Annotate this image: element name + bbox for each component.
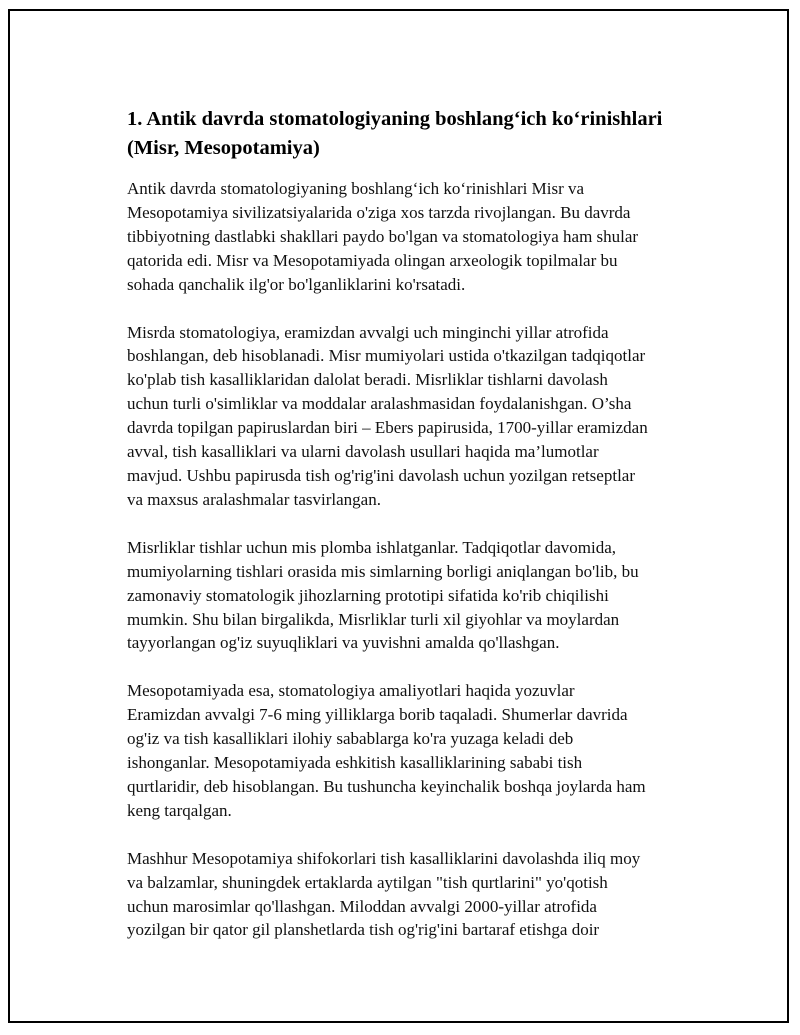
text-line: avval, tish kasalliklari va ularni davolash usullari haqida ma’lumotlar <box>127 442 599 462</box>
text-line: uchun marosimlar qo'llashgan. Miloddan avvalgi 2000-yillar atrofida <box>127 896 597 916</box>
text-line: Mesopotamiyada esa, stomatologiya amaliyotlari haqida yozuvlar <box>127 681 575 701</box>
text-line: mavjud. Ushbu papirusda tish og'rig'ini davolash uchun yozilgan retseptlar <box>127 465 635 485</box>
text-line: keng tarqalgan. <box>127 800 232 820</box>
text-line: qurtlaridir, deb hisoblangan. Bu tushuncha keyinchalik boshqa joylarda ham <box>127 776 646 796</box>
text-line: ishonganlar. Mesopotamiyada eshkitish kasalliklarining sababi tish <box>127 753 583 773</box>
text-line: mumiyolarning tishlari orasida mis simlarning borligi aniqlangan bo'lib, bu <box>127 561 639 581</box>
text-line: Mesopotamiya sivilizatsiyalarida o'ziga xos tarzda rivojlangan. Bu davrda <box>127 202 631 222</box>
text-line: davrda topilgan papiruslardan biri – Ebers papirusida, 1700-yillar eramizdan <box>127 418 648 438</box>
page-frame <box>8 9 789 1023</box>
text-line: sohada qanchalik ilg'or bo'lganliklarini ko'rsatadi. <box>127 274 466 294</box>
paragraph-egypt-fillings <box>127 536 699 656</box>
text-line: mumkin. Shu bilan birgalikda, Misrliklar turli xil giyohlar va moylardan <box>127 609 620 629</box>
text-line: Mashhur Mesopotamiya shifokorlari tish kasalliklarini davolashda iliq moy <box>127 848 641 868</box>
text-line: va maxsus aralashmalar tasvirlangan. <box>127 489 381 509</box>
text-line: og'iz va tish kasalliklari ilohiy sabablarga ko'ra yuzaga keladi deb <box>127 729 574 749</box>
text-line: va balzamlar, shuningdek ertaklarda aytilgan "tish qurtlarini" yo'qotish <box>127 872 608 892</box>
heading-line: 1. Antik davrda stomatologiyaning boshlang‘ich ko‘rinishlari <box>127 108 663 130</box>
section-heading <box>127 105 699 163</box>
text-line: tibbiyotning dastlabki shakllari paydo bo'lgan va stomatologiya ham shular <box>127 226 639 246</box>
text-line: Eramizdan avvalgi 7-6 ming yilliklarga borib taqaladi. Shumerlar davrida <box>127 705 628 725</box>
text-line: yozilgan bir qator gil planshetlarda tish og'rig'ini bartaraf etishga doir <box>127 920 600 940</box>
text-line: boshlangan, deb hisoblanadi. Misr mumiyolari ustida o'tkazilgan tadqiqotlar <box>127 346 646 366</box>
text-line: Misrliklar tishlar uchun mis plomba ishlatganlar. Tadqiqotlar davomida, <box>127 537 617 557</box>
paragraph-mesopotamia <box>127 679 699 822</box>
paragraph-mesopotamia-doctors <box>127 847 699 943</box>
heading-line: (Misr, Mesopotamiya) <box>127 137 320 159</box>
text-line: zamonaviy stomatologik jihozlarning prototipi sifatida ko'rib chiqilishi <box>127 585 609 605</box>
text-line: Antik davrda stomatologiyaning boshlang‘ich ko‘rinishlari Misr va <box>127 179 585 198</box>
paragraph-intro <box>127 177 699 297</box>
text-line: uchun turli o'simliklar va moddalar aralashmasidan foydalanishgan. O’sha <box>127 394 632 414</box>
text-line: tayyorlangan og'iz suyuqliklari va yuvishni amalda qo'llashgan. <box>127 633 560 653</box>
text-line: Misrda stomatologiya, eramizdan avvalgi uch minginchi yillar atrofida <box>127 322 609 342</box>
paragraph-egypt <box>127 321 699 512</box>
document-body <box>127 105 699 966</box>
text-line: ko'plab tish kasalliklaridan dalolat beradi. Misrliklar tishlarni davolash <box>127 370 608 390</box>
text-line: qatorida edi. Misr va Mesopotamiyada olingan arxeologik topilmalar bu <box>127 250 618 270</box>
